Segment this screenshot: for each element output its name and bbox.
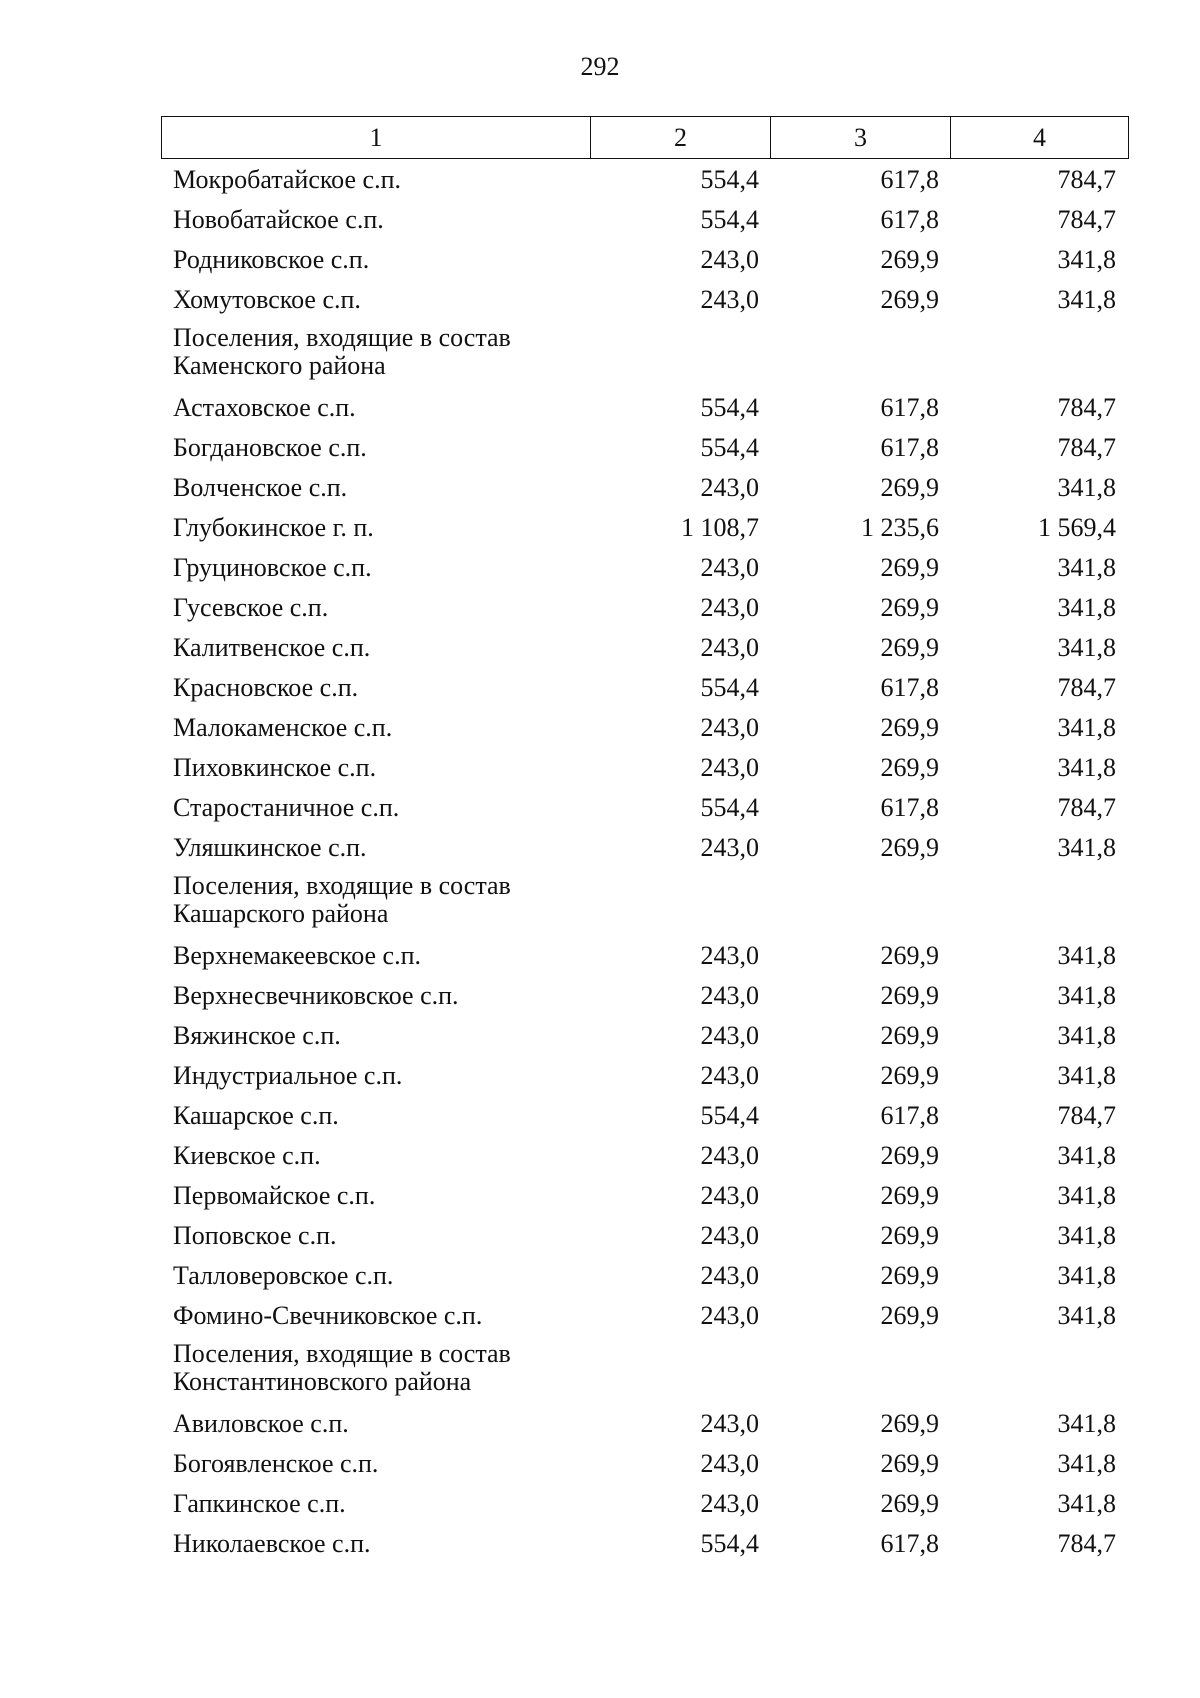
value-col-2-cell: 243,0 [700, 285, 759, 314]
value-col-4-cell: 784,7 [1057, 1101, 1116, 1130]
value-col-2-cell: 243,0 [700, 245, 759, 274]
value-col-4-cell: 341,8 [1057, 633, 1116, 662]
value-col-3-cell: 269,9 [880, 753, 939, 782]
value-col-2-cell: 243,0 [700, 593, 759, 622]
column-header-1: 1 [162, 117, 591, 158]
settlement-name-cell: Авиловское с.п. [173, 1409, 349, 1438]
table-row [161, 1404, 1129, 1444]
value-col-3-cell: 617,8 [880, 673, 939, 702]
table-body [161, 160, 1129, 1564]
value-col-3-cell: 269,9 [880, 981, 939, 1010]
value-col-2-cell: 243,0 [700, 1221, 759, 1250]
value-col-2-cell: 554,4 [700, 673, 759, 702]
value-col-3-cell: 269,9 [880, 1061, 939, 1090]
settlement-name-cell: Верхнесвечниковское с.п. [173, 981, 459, 1010]
value-col-2-cell: 243,0 [700, 633, 759, 662]
value-col-2-cell: 243,0 [700, 1301, 759, 1330]
settlement-name-cell: Богоявленское с.п. [173, 1449, 379, 1478]
table-row [161, 976, 1129, 1016]
value-col-4-cell: 341,8 [1057, 1061, 1116, 1090]
value-col-3-cell: 269,9 [880, 833, 939, 862]
column-header-3: 3 [771, 117, 951, 158]
settlement-name-cell: Гусевское с.п. [173, 593, 329, 622]
settlement-name-cell: Поповское с.п. [173, 1221, 337, 1250]
table-row [161, 1216, 1129, 1256]
table-row [161, 748, 1129, 788]
settlement-name-cell: Малокаменское с.п. [173, 713, 393, 742]
value-col-2-cell: 554,4 [700, 205, 759, 234]
value-col-4-cell: 341,8 [1057, 1261, 1116, 1290]
value-col-3-cell: 269,9 [880, 941, 939, 970]
settlement-name-cell: Верхнемакеевское с.п. [173, 941, 422, 970]
value-col-3-cell: 269,9 [880, 1261, 939, 1290]
table-row [161, 1056, 1129, 1096]
value-col-4-cell: 341,8 [1057, 1301, 1116, 1330]
table-row [161, 708, 1129, 748]
settlement-name-cell: Кашарское с.п. [173, 1101, 339, 1130]
settlement-name-cell: Индустриальное с.п. [173, 1061, 403, 1090]
value-col-4-cell: 341,8 [1057, 1221, 1116, 1250]
column-header-2: 2 [591, 117, 771, 158]
value-col-4-cell: 341,8 [1057, 1409, 1116, 1438]
value-col-4-cell: 784,7 [1057, 165, 1116, 194]
value-col-4-cell: 341,8 [1057, 1141, 1116, 1170]
table-row [161, 828, 1129, 868]
value-col-3-cell: 269,9 [880, 633, 939, 662]
value-col-2-cell: 243,0 [700, 753, 759, 782]
value-col-3-cell: 617,8 [880, 1529, 939, 1558]
table-row [161, 936, 1129, 976]
value-col-3-cell: 269,9 [880, 473, 939, 502]
value-col-3-cell: 617,8 [880, 793, 939, 822]
value-col-4-cell: 784,7 [1057, 1529, 1116, 1558]
value-col-2-cell: 243,0 [700, 1061, 759, 1090]
table-row [161, 240, 1129, 280]
table-row [161, 1296, 1129, 1336]
value-col-4-cell: 341,8 [1057, 713, 1116, 742]
table-row [161, 200, 1129, 240]
settlement-name-cell: Первомайское с.п. [173, 1181, 376, 1210]
value-col-3-cell: 269,9 [880, 1409, 939, 1438]
table-row [161, 788, 1129, 828]
table-row [161, 1256, 1129, 1296]
settlement-name-cell: Новобатайское с.п. [173, 205, 384, 234]
value-col-2-cell: 243,0 [700, 1021, 759, 1050]
value-col-3-cell: 269,9 [880, 1181, 939, 1210]
value-col-4-cell: 784,7 [1057, 793, 1116, 822]
table-row [161, 508, 1129, 548]
settlement-name-cell: Мокробатайское с.п. [173, 165, 401, 194]
value-col-4-cell: 341,8 [1057, 1449, 1116, 1478]
settlement-name-cell: Гапкинское с.п. [173, 1489, 346, 1518]
value-col-3-cell: 269,9 [880, 1301, 939, 1330]
value-col-3-cell: 617,8 [880, 433, 939, 462]
settlement-name-cell: Родниковское с.п. [173, 245, 370, 274]
value-col-2-cell: 243,0 [700, 713, 759, 742]
table-row [161, 1136, 1129, 1176]
table-row [161, 468, 1129, 508]
value-col-2-cell: 243,0 [700, 981, 759, 1010]
value-col-2-cell: 243,0 [700, 1141, 759, 1170]
value-col-2-cell: 554,4 [700, 1529, 759, 1558]
value-col-4-cell: 341,8 [1057, 1181, 1116, 1210]
value-col-3-cell: 617,8 [880, 1101, 939, 1130]
table-row [161, 1096, 1129, 1136]
settlement-name-cell: Уляшкинское с.п. [173, 833, 367, 862]
value-col-4-cell: 341,8 [1057, 473, 1116, 502]
section-header-row [161, 1336, 1129, 1404]
section-header-row [161, 320, 1129, 388]
value-col-2-cell: 554,4 [700, 393, 759, 422]
table-row [161, 588, 1129, 628]
value-col-4-cell: 341,8 [1057, 941, 1116, 970]
page-number: 292 [580, 52, 620, 81]
settlement-name-cell: Красновское с.п. [173, 673, 359, 702]
value-col-2-cell: 243,0 [700, 553, 759, 582]
value-col-3-cell: 269,9 [880, 1449, 939, 1478]
value-col-3-cell: 617,8 [880, 165, 939, 194]
table-row [161, 388, 1129, 428]
value-col-3-cell: 269,9 [880, 245, 939, 274]
value-col-2-cell: 1 108,7 [681, 513, 759, 542]
value-col-3-cell: 269,9 [880, 1221, 939, 1250]
value-col-3-cell: 269,9 [880, 1021, 939, 1050]
settlement-name-cell: Поселения, входящие в состав Каменского района [173, 323, 511, 380]
value-col-4-cell: 784,7 [1057, 205, 1116, 234]
value-col-2-cell: 243,0 [700, 473, 759, 502]
value-col-3-cell: 617,8 [880, 205, 939, 234]
value-col-2-cell: 554,4 [700, 433, 759, 462]
value-col-2-cell: 243,0 [700, 833, 759, 862]
value-col-3-cell: 269,9 [880, 553, 939, 582]
settlement-name-cell: Волченское с.п. [173, 473, 348, 502]
value-col-4-cell: 784,7 [1057, 433, 1116, 462]
value-col-3-cell: 617,8 [880, 393, 939, 422]
table-row [161, 1484, 1129, 1524]
value-col-3-cell: 269,9 [880, 713, 939, 742]
table-row [161, 668, 1129, 708]
settlement-name-cell: Хомутовское с.п. [173, 285, 361, 314]
value-col-2-cell: 243,0 [700, 1261, 759, 1290]
value-col-4-cell: 1 569,4 [1038, 513, 1116, 542]
value-col-4-cell: 341,8 [1057, 753, 1116, 782]
settlement-name-cell: Богдановское с.п. [173, 433, 367, 462]
settlement-name-cell: Киевское с.п. [173, 1141, 321, 1170]
settlement-name-cell: Фомино-Свечниковское с.п. [173, 1301, 483, 1330]
table-row [161, 1524, 1129, 1564]
value-col-4-cell: 341,8 [1057, 1021, 1116, 1050]
value-col-2-cell: 554,4 [700, 793, 759, 822]
settlement-name-cell: Груциновское с.п. [173, 553, 372, 582]
value-col-2-cell: 554,4 [700, 165, 759, 194]
value-col-4-cell: 341,8 [1057, 1489, 1116, 1518]
value-col-4-cell: 341,8 [1057, 833, 1116, 862]
value-col-2-cell: 243,0 [700, 1449, 759, 1478]
column-header-4: 4 [1033, 122, 1046, 152]
settlement-name-cell: Поселения, входящие в состав Кашарского района [173, 871, 511, 928]
value-col-4-cell: 341,8 [1057, 981, 1116, 1010]
value-col-4-cell: 784,7 [1057, 673, 1116, 702]
value-col-4-cell: 784,7 [1057, 393, 1116, 422]
value-col-2-cell: 554,4 [700, 1101, 759, 1130]
value-col-4-cell: 341,8 [1057, 553, 1116, 582]
settlement-name-cell: Калитвенское с.п. [173, 633, 371, 662]
value-col-2-cell: 243,0 [700, 1181, 759, 1210]
value-col-2-cell: 243,0 [700, 941, 759, 970]
settlement-name-cell: Глубокинское г. п. [173, 513, 374, 542]
value-col-2-cell: 243,0 [700, 1409, 759, 1438]
table-row [161, 1444, 1129, 1484]
settlement-name-cell: Поселения, входящие в состав Константиновского района [173, 1339, 511, 1396]
table-row [161, 1016, 1129, 1056]
table-row [161, 1176, 1129, 1216]
table-row [161, 428, 1129, 468]
settlement-name-cell: Николаевское с.п. [173, 1529, 371, 1558]
value-col-4-cell: 341,8 [1057, 245, 1116, 274]
settlement-name-cell: Пиховкинское с.п. [173, 753, 377, 782]
table-header [161, 116, 1129, 159]
value-col-3-cell: 269,9 [880, 593, 939, 622]
table-row [161, 548, 1129, 588]
value-col-3-cell: 269,9 [880, 285, 939, 314]
settlement-name-cell: Астаховское с.п. [173, 393, 356, 422]
table-row [161, 160, 1129, 200]
settlement-name-cell: Вяжинское с.п. [173, 1021, 341, 1050]
table-row [161, 628, 1129, 668]
value-col-4-cell: 341,8 [1057, 593, 1116, 622]
settlement-name-cell: Старостаничное с.п. [173, 793, 400, 822]
table-row [161, 280, 1129, 320]
value-col-3-cell: 269,9 [880, 1489, 939, 1518]
value-col-3-cell: 1 235,6 [861, 513, 939, 542]
value-col-3-cell: 269,9 [880, 1141, 939, 1170]
section-header-row [161, 868, 1129, 936]
value-col-2-cell: 243,0 [700, 1489, 759, 1518]
value-col-4-cell: 341,8 [1057, 285, 1116, 314]
settlement-name-cell: Талловеровское с.п. [173, 1261, 394, 1290]
